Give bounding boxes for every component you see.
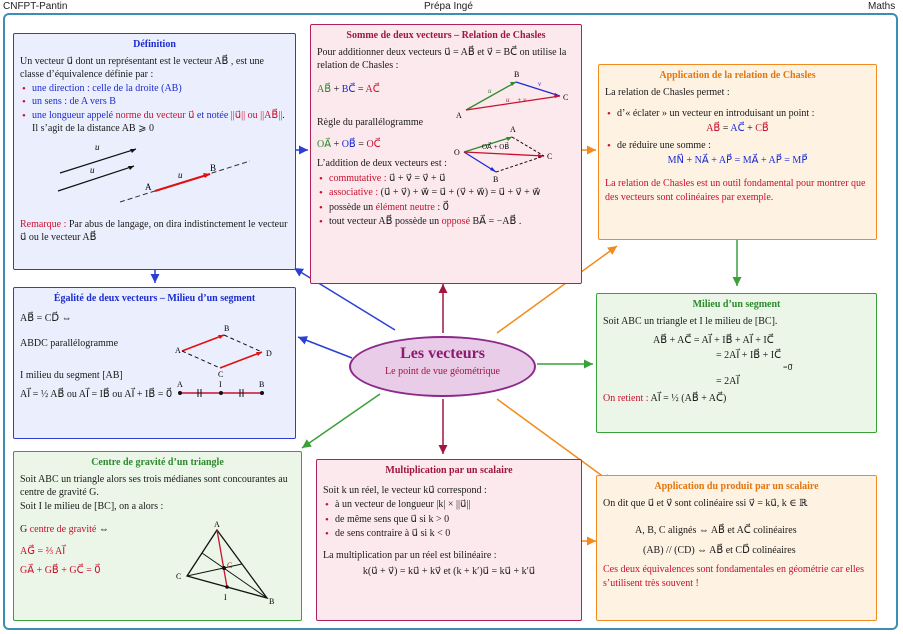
milieu-eq3: = 2AI⃗ (716, 375, 740, 387)
gravite-intro: Soit ABC un triangle alors ses trois médianes sont concourantes au centre de gravité G. (20, 473, 288, 498)
egalite-title: Égalité de deux vecteurs – Milieu d’un segment (53, 293, 256, 304)
milieu-box (596, 293, 877, 433)
chasles-fig-pa: A (510, 125, 516, 134)
application-bullet-reduire: • de réduire une somme : (605, 139, 870, 153)
chasles-fig-v: v⃗ (538, 80, 547, 88)
chasles-fig-c: C (563, 93, 569, 102)
header-right: Maths (868, 1, 896, 12)
scalaire-title: Multiplication par un scalaire (385, 465, 513, 476)
application-intro: La relation de Chasles permet : (605, 86, 730, 98)
chasles-fig-a: A (456, 111, 462, 120)
definition-title: Définition (133, 39, 176, 50)
gravite-definition: G centre de gravité ⇔ (20, 524, 109, 535)
definition-figure (20, 136, 290, 218)
egalite-eq1: AB⃗ = CD⃗ ⇔ (20, 312, 72, 324)
scalaire-intro: Soit k un réel, le vecteur ku⃗ correspond : (323, 484, 487, 496)
chasles-fig-pc: C (547, 152, 553, 161)
chasles-fig-uv: u⃗ + v⃗ (506, 96, 532, 104)
definition-fig-a: A (145, 181, 152, 192)
egalite-milieu: I milieu du segment [AB] (20, 369, 123, 381)
produit-box (596, 475, 877, 621)
chasles-fig-u: u⃗ (488, 87, 497, 95)
header-left: CNFPT-Pantin (3, 1, 68, 12)
chasles-parallelogram-rule: Règle du parallélogramme (317, 117, 424, 128)
application-eq1: AB⃗ = AC⃗ + CB⃗ (706, 122, 769, 134)
gravite-fig-i: I (224, 593, 227, 602)
central-subtitle: Le point de vue géométrique (385, 366, 500, 377)
definition-bullet-sens: • un sens : de A vers B (20, 95, 289, 109)
definition-bullet-direction: • une direction : celle de la droite (AB) (20, 82, 289, 96)
arrow-center-gravite (302, 394, 380, 448)
gravite-figure (172, 518, 282, 608)
chasles-relation: AB⃗ + BC⃗ = AC⃗ (317, 83, 380, 95)
arrow-center-egalite (298, 337, 352, 358)
gravite-title: Centre de gravité d’un triangle (91, 457, 224, 468)
egalite-fig-b: B (224, 324, 230, 333)
egalite-eq3: AI⃗ = ½ AB⃗ ou AI⃗ = IB⃗ ou AI⃗ + IB⃗ = 0⃗ (20, 389, 173, 400)
definition-fig-u2: u⃗ (90, 164, 102, 175)
definition-fig-b: B (210, 162, 217, 173)
gravite-intro2: Soit I le milieu de [BC], on a alors : (20, 500, 164, 512)
scalaire-bullet-meme-sens: • de même sens que u⃗ si k > 0 (323, 513, 575, 527)
central-title: Les vecteurs (400, 345, 485, 362)
scalaire-bullet-longueur: • à un vecteur de longueur |k| × ||u⃗|| (323, 498, 575, 512)
milieu-eq1: AB⃗ + AC⃗ = AI⃗ + IB⃗ + AI⃗ + IC⃗ (653, 335, 774, 346)
chasles-associative: • associative : (u⃗ + v⃗) + w⃗ = u⃗ + (v⃗ + w⃗) = u⃗ + v⃗ + w⃗ (317, 186, 575, 200)
milieu-retient: On retient : AI⃗ = ½ (AB⃗ + AC⃗) (603, 393, 727, 405)
header-center: Prépa Ingé (424, 1, 473, 12)
chasles-commutative: • commutative : u⃗ + v⃗ = v⃗ + u⃗ (317, 172, 575, 186)
definition-box (13, 33, 296, 270)
chasles-fig-oaob: OA⃗ + OB⃗ (482, 143, 510, 151)
chasles-figure (452, 64, 580, 184)
chasles-oppose: • tout vecteur AB⃗ possède un opposé BA⃗ = −AB⃗ . (317, 215, 575, 229)
egalite-fig-i: I (219, 380, 222, 389)
chasles-neutre: • possède un élément neutre : 0⃗ (317, 201, 575, 215)
application-eq2: MN⃗ + NA⃗ + AP⃗ = MA⃗ + AP⃗ = MP⃗ (667, 154, 808, 166)
gravite-eq1: AG⃗ = ⅔ AI⃗ (20, 545, 66, 557)
chasles-addition: L’addition de deux vecteurs est : (317, 158, 447, 169)
definition-fig-u3: u⃗ (178, 169, 190, 180)
definition-fig-u1: u⃗ (95, 141, 107, 152)
gravite-eq2: GA⃗ + GB⃗ + GC⃗ = 0⃗ (20, 565, 101, 576)
egalite-fig-c: C (218, 370, 224, 379)
egalite-fig-b2: B (259, 380, 265, 389)
egalite-figure (172, 323, 287, 401)
gravite-fig-a: A (214, 520, 220, 529)
scalaire-bilineaire: La multiplication par un réel est bilinéaire : (323, 549, 497, 561)
produit-note: Ces deux équivalences sont fondamentales en géométrie car elles s’utilisent très souvent ! (603, 564, 865, 589)
chasles-intro: Pour additionner deux vecteurs u⃗ = AB⃗ et v⃗ = BC⃗ on utilise la relation de Chasles : (317, 46, 567, 71)
milieu-eq2-zero: =0⃗ (783, 363, 793, 372)
application-box (598, 64, 877, 240)
application-title: Application de la relation de Chasles (659, 70, 816, 81)
gravite-fig-c: C (176, 572, 182, 581)
scalaire-eq: k(u⃗ + v⃗) = ku⃗ + kv⃗ et (k + k′)u⃗ = ku⃗ + k′u⃗ (362, 566, 536, 577)
egalite-fig-a: A (175, 346, 181, 355)
gravite-fig-g: G (227, 561, 233, 570)
produit-line2: (AB) // (CD) ⇔ AB⃗ et CD⃗ colinéaires (643, 544, 796, 556)
chasles-fig-o: O (454, 148, 460, 157)
application-bullet-eclater: • d’« éclater » un vecteur en introduisant un point : (605, 107, 870, 121)
definition-remark: Remarque : Par abus de langage, on dira indistinctement le vecteur u⃗ ou le vecteur AB⃗ (20, 218, 288, 243)
scalaire-box (316, 459, 582, 621)
milieu-intro: Soit ABC un triangle et I le milieu de [BC]. (603, 315, 778, 327)
produit-title: Application du produit par un scalaire (654, 481, 819, 492)
chasles-title: Somme de deux vecteurs – Relation de Chasles (346, 30, 546, 41)
gravite-fig-b: B (269, 597, 275, 606)
milieu-title: Milieu d’un segment (692, 299, 781, 310)
egalite-fig-a2: A (177, 380, 183, 389)
application-note: La relation de Chasles est un outil fondamental pour montrer que des vecteurs sont colinéaires par exemple. (605, 178, 866, 203)
scalaire-bullet-sens-contraire: • de sens contraire à u⃗ si k < 0 (323, 527, 575, 541)
definition-bullet-longueur: • une longueur appelé norme du vecteur u⃗ et notée ||u⃗|| ou ||AB⃗||. Il s’agit de la distance AB ⩾ 0 (20, 109, 289, 136)
produit-intro: On dit que u⃗ et v⃗ sont colinéaire ssi v⃗ = ku⃗, k ∈ ℝ (603, 497, 808, 509)
milieu-eq2: = 2AI⃗ + IB⃗ + IC⃗ (716, 349, 782, 361)
chasles-fig-pb: B (493, 175, 499, 184)
definition-intro: Un vecteur u⃗ dont un représentant est le vecteur AB⃗ , est une classe d’équivalence définie par : (20, 55, 264, 80)
egalite-fig-d: D (266, 349, 272, 358)
egalite-eq2: ABDC parallélogramme (20, 338, 119, 349)
chasles-parallelogram-eq: OA⃗ + OB⃗ = OC⃗ (317, 138, 381, 150)
produit-line1: A, B, C alignés ⇔ AB⃗ et AC⃗ colinéaires (635, 525, 797, 536)
central-topic (349, 336, 536, 397)
chasles-fig-b: B (514, 70, 520, 79)
